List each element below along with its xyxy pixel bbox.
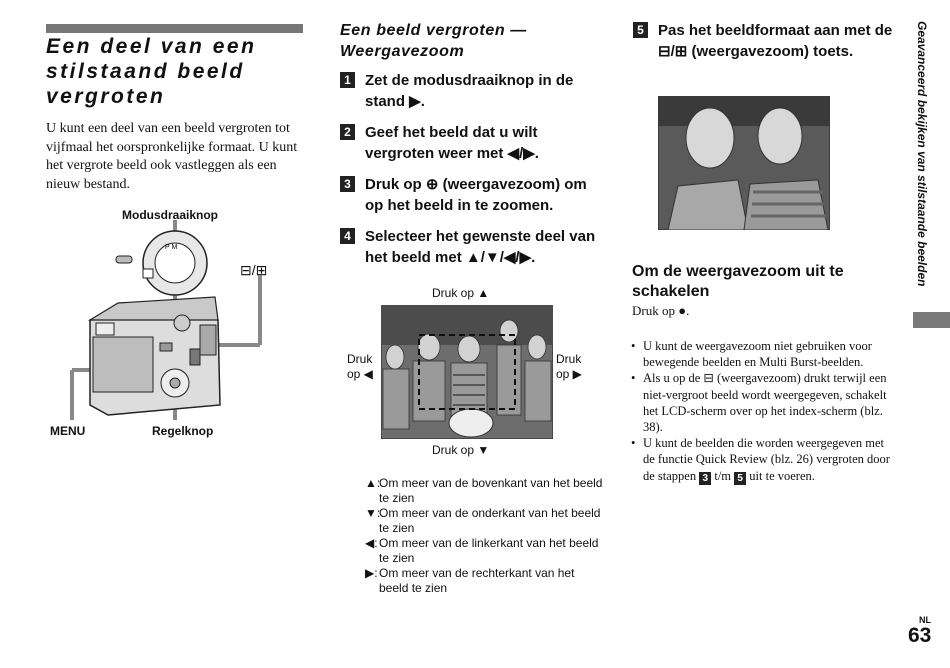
step-3 xyxy=(340,174,600,216)
legend-down xyxy=(365,506,605,536)
step-1 xyxy=(340,70,600,112)
mode-dial-label: Modusdraaiknop xyxy=(122,208,219,222)
cancel-zoom-instruction: Druk op ●. xyxy=(632,303,690,318)
side-title-container xyxy=(900,21,930,310)
mode-dial-icon xyxy=(143,231,207,295)
note-text: t/m xyxy=(714,468,732,483)
legend-text: Om meer van de rechterkant van het beeld te zien xyxy=(379,566,575,595)
title-rule xyxy=(46,24,303,33)
press-left-label-2: op ◀ xyxy=(347,367,373,381)
cancel-zoom-heading: Om de weergavezoom uit te schakelen xyxy=(632,263,844,300)
intro-text: U kunt een deel van een beeld vergroten tot vijfmaal het oorspronkelijke formaat. U kunt het vergrote beeld ook vastleggen als een nieuw bestand. xyxy=(46,121,298,192)
legend-right xyxy=(365,566,605,596)
legend-text: Om meer van de linkerkant van het beeld te zien xyxy=(379,536,599,565)
legend-text: Om meer van de onderkant van het beeld te zien xyxy=(379,506,601,535)
zoomed-result-photo xyxy=(658,96,830,230)
step-ref-3: 3 xyxy=(699,472,711,485)
language-code: NL xyxy=(919,615,931,625)
note-text: uit te voeren. xyxy=(749,468,815,483)
step-2 xyxy=(340,122,600,164)
step-number: 5 xyxy=(633,22,648,38)
legend-left xyxy=(365,536,605,566)
press-right-label-1: Druk xyxy=(556,352,582,366)
page-title: Een deel van een stilstaand beeld vergroten xyxy=(46,35,257,108)
step-text: Druk op ⊕ (weergavezoom) om op het beeld in te zoomen. xyxy=(365,176,587,214)
zoom-button-label: ⊟/⊞ xyxy=(240,262,268,278)
legend-symbol: ◀: xyxy=(365,536,378,550)
press-down-label: Druk op ▼ xyxy=(432,443,490,457)
legend-up xyxy=(365,476,605,506)
step-5 xyxy=(633,20,895,62)
note-item xyxy=(630,435,892,484)
press-up-label: Druk op ▲ xyxy=(432,286,490,300)
zoom-section-heading: Een beeld vergroten — Weergavezoom xyxy=(340,22,527,60)
camera-illustration xyxy=(60,215,310,425)
step-text: Geef het beeld dat u wilt vergroten weer met ◀/▶. xyxy=(365,124,539,162)
step-number: 4 xyxy=(340,228,355,244)
legend-symbol: ▶: xyxy=(365,566,378,580)
svg-text:P M: P M xyxy=(165,244,178,251)
note-item: • U kunt de weergavezoom niet gebruiken voor bewegende beelden en Multi Burst-beelden. xyxy=(630,338,892,370)
zoomed-photo-diagram xyxy=(381,305,553,439)
section-tab xyxy=(913,312,950,328)
side-title: Geavanceerd bekijken van stilstaande beelden xyxy=(915,21,929,287)
step-number: 3 xyxy=(340,176,355,192)
step-number: 1 xyxy=(340,72,355,88)
step-4 xyxy=(340,226,600,268)
press-right-label-2: op ▶ xyxy=(556,367,582,381)
step-text: Pas het beeldformaat aan met de ⊟/⊞ (weergavezoom) toets. xyxy=(658,22,893,60)
legend-text: Om meer van de bovenkant van het beeld te zien xyxy=(379,476,603,505)
step-ref-5: 5 xyxy=(734,472,746,485)
notes-list xyxy=(630,338,892,485)
press-left-label-1: Druk xyxy=(347,352,373,366)
note-text: U kunt de beelden die worden weergegeven met de functie Quick Review (blz. 26) vergroten door de stappen xyxy=(643,436,890,483)
step-text: Zet de modusdraaiknop in de stand ▶. xyxy=(365,72,574,110)
control-button-label: Regelknop xyxy=(152,424,214,438)
note-item: • Als u op de ⊟ (weergavezoom) drukt terwijl een niet-vergroot beeld wordt weergegeven, schakelt het LCD-scherm over op het index-scherm (blz. 38). xyxy=(630,370,892,435)
menu-label: MENU xyxy=(50,424,86,438)
legend-symbol: ▼: xyxy=(365,506,381,520)
step-number: 2 xyxy=(340,124,355,140)
page-number: 63 xyxy=(908,624,932,647)
legend-symbol: ▲: xyxy=(365,476,381,490)
step-text: Selecteer het gewenste deel van het beeld met ▲/▼/◀/▶. xyxy=(365,228,596,266)
